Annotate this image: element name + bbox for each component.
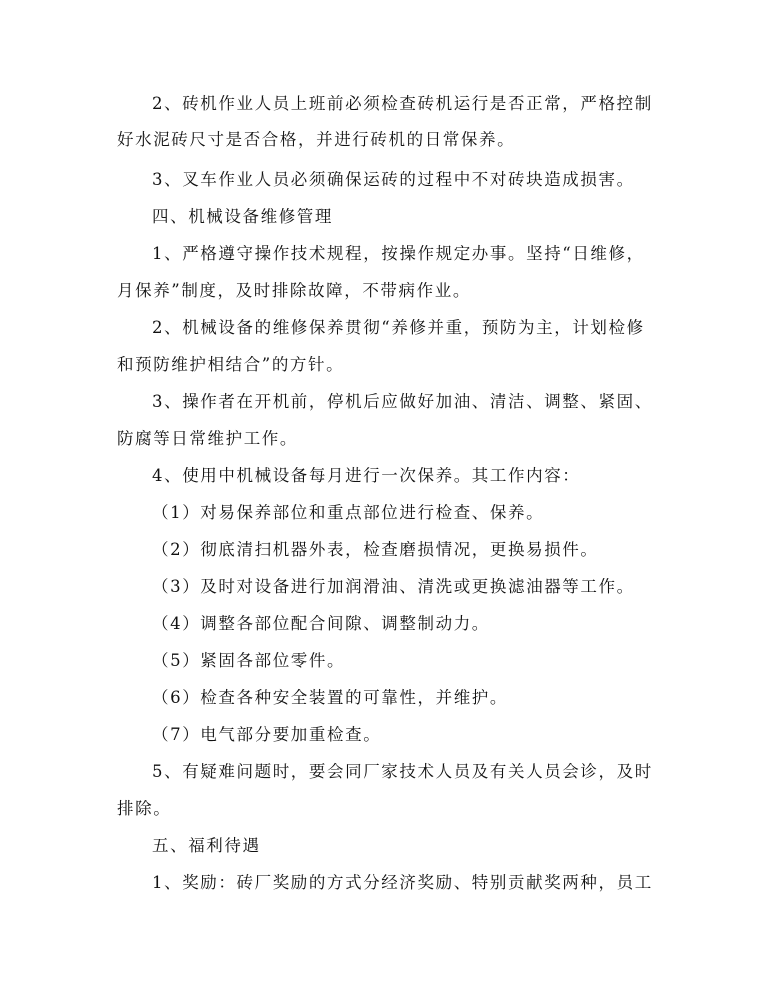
paragraph-line: 3、叉车作业人员必须确保运砖的过程中不对砖块造成损害。: [152, 170, 635, 189]
paragraph-line: 月保养”制度，及时排除故障，不带病作业。: [117, 281, 471, 300]
paragraph-line: 1、严格遵守操作技术规程，按操作规定办事。坚持“日维修，: [152, 244, 645, 263]
paragraph-line: 2、砖机作业人员上班前必须检查砖机运行是否正常，严格控制: [152, 94, 653, 113]
section-heading: 四、机械设备维修管理: [152, 207, 333, 226]
paragraph-line: 3、操作者在开机前，停机后应做好加油、清洁、调整、紧固、: [152, 392, 653, 411]
paragraph-line: 和预防维护相结合”的方针。: [117, 355, 345, 374]
paragraph-line: 好水泥砖尺寸是否合格，并进行砖机的日常保养。: [117, 130, 516, 149]
list-item: （7）电气部分要加重检查。: [152, 725, 382, 744]
section-heading: 五、福利待遇: [152, 836, 261, 855]
list-item: （6）检查各种安全装置的可靠性，并维护。: [152, 688, 508, 707]
list-item: （4）调整各部位配合间隙、调整制动力。: [152, 614, 490, 633]
paragraph-line: 1、奖励：砖厂奖励的方式分经济奖励、特别贡献奖两种，员工: [152, 873, 653, 892]
paragraph-line: 排除。: [117, 799, 172, 818]
paragraph-line: 2、机械设备的维修保养贯彻“养修并重，预防为主，计划检修: [152, 318, 645, 337]
list-item: （1）对易保养部位和重点部位进行检查、保养。: [152, 503, 545, 522]
list-item: （3）及时对设备进行加润滑油、清洗或更换滤油器等工作。: [152, 577, 635, 596]
list-item: （2）彻底清扫机器外表，检查磨损情况，更换易损件。: [152, 540, 599, 559]
list-item: （5）紧固各部位零件。: [152, 651, 346, 670]
paragraph-line: 4、使用中机械设备每月进行一次保养。其工作内容：: [152, 466, 581, 485]
paragraph-line: 5、有疑难问题时，要会同厂家技术人员及有关人员会诊，及时: [152, 762, 653, 781]
paragraph-line: 防腐等日常维护工作。: [117, 429, 298, 448]
